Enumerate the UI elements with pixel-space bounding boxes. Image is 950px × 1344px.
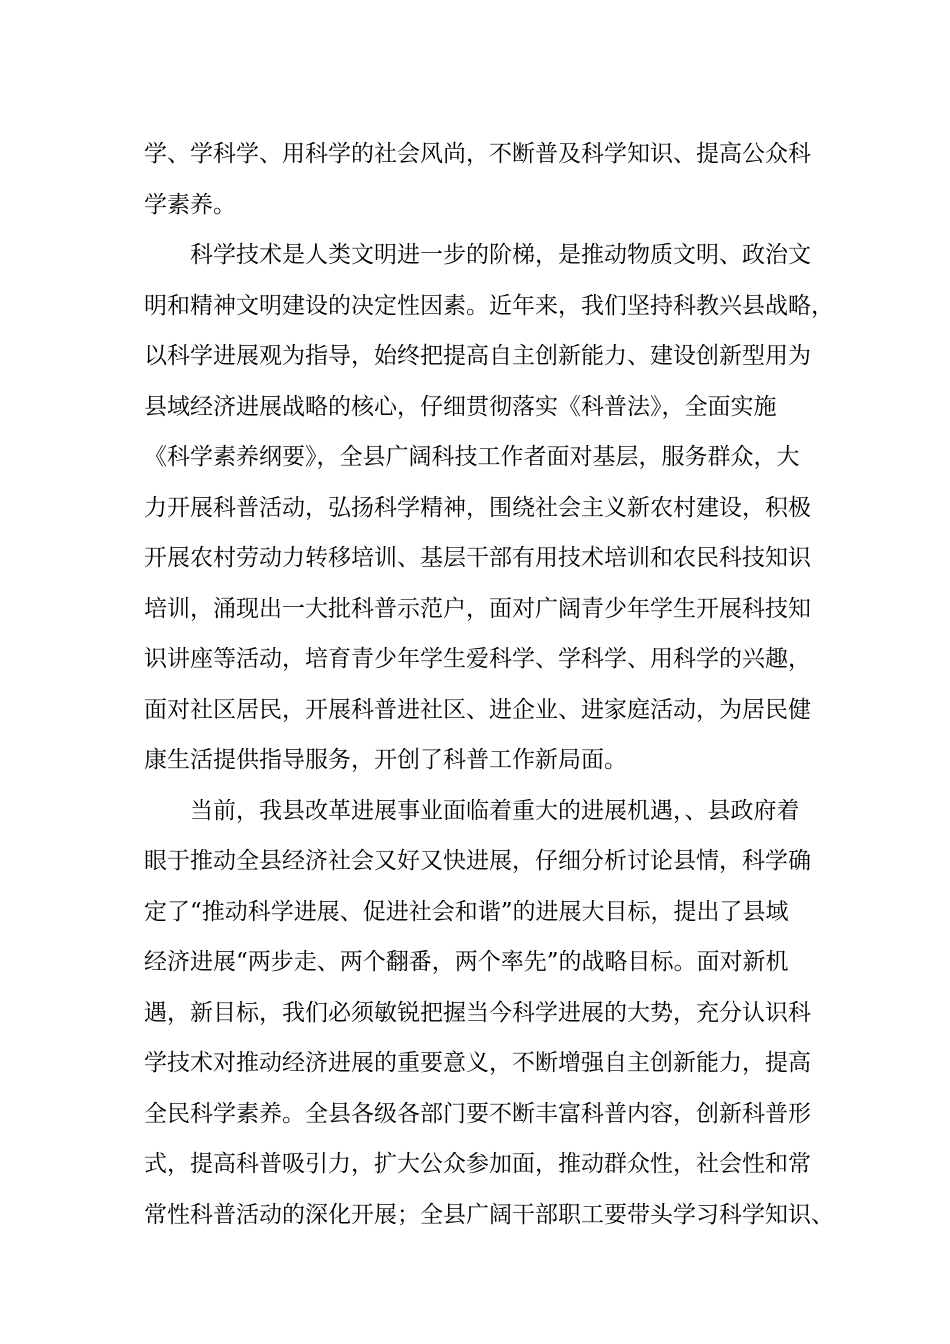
text-line: 全民科学素养。全县各级各部门要不断丰富科普内容，创新科普形	[144, 1100, 811, 1127]
text-line: 力开展科普活动，弘扬科学精神，围绕社会主义新农村建设，积极	[144, 494, 811, 521]
text-line: 《科学素养纲要》，全县广阔科技工作者面对基层，服务群众，大	[144, 444, 800, 470]
text-line: 学技术对推动经济进展的重要意义，不断增强自主创新能力，提高	[144, 1050, 811, 1076]
text-line: 当前，我县改革进展事业面临着重大的进展机遇，、县政府着	[190, 797, 800, 824]
text-line: 学、学科学、用科学的社会风尚，不断普及科学知识、提高公众科	[144, 141, 811, 167]
text-line: 识讲座等活动，培育青少年学生爱科学、学科学、用科学的兴趣，	[144, 646, 811, 672]
text-line: 县域经济进展战略的核心，仔细贯彻落实《科普法》，全面实施	[144, 393, 777, 420]
paragraph-3	[144, 786, 844, 1241]
text-line: 明和精神文明建设的决定性因素。近年来，我们坚持科教兴县战略，	[144, 292, 834, 319]
text-line: 式，提高科普吸引力，扩大公众参加面，推动群众性，社会性和常	[144, 1151, 811, 1177]
paragraph-2	[144, 230, 844, 786]
text-line: 以科学进展观为指导，始终把提高自主创新能力、建设创新型用为	[144, 343, 811, 369]
text-line: 常性科普活动的深化开展；全县广阔干部职工要带头学习科学知识、	[144, 1201, 834, 1228]
text-line: 遇，新目标，我们必须敏锐把握当今科学进展的大势，充分认识科	[144, 999, 811, 1026]
text-line: 科学技术是人类文明进一步的阶梯，是推动物质文明、政治文	[190, 242, 811, 268]
text-line: 眼于推动全县经济社会又好又快进展，仔细分析讨论县情，科学确	[144, 848, 811, 874]
text-line: 经济进展“两步走、两个翻番，两个率先”的战略目标。面对新机	[144, 949, 789, 975]
text-line: 面对社区居民，开展科普进社区、进企业、进家庭活动，为居民健	[144, 696, 811, 723]
text-line: 培训，涌现出一大批科普示范户，面对广阔青少年学生开展科技知	[144, 595, 811, 622]
text-line: 康生活提供指导服务，开创了科普工作新局面。	[144, 747, 627, 773]
text-line: 学素养。	[144, 191, 236, 218]
text-line: 定了“推动科学进展、促进社会和谐”的进展大目标，提出了县域	[144, 898, 789, 925]
body-text	[144, 129, 844, 1240]
paragraph-1	[144, 129, 844, 230]
text-line: 开展农村劳动力转移培训、基层干部有用技术培训和农民科技知识	[144, 545, 811, 571]
